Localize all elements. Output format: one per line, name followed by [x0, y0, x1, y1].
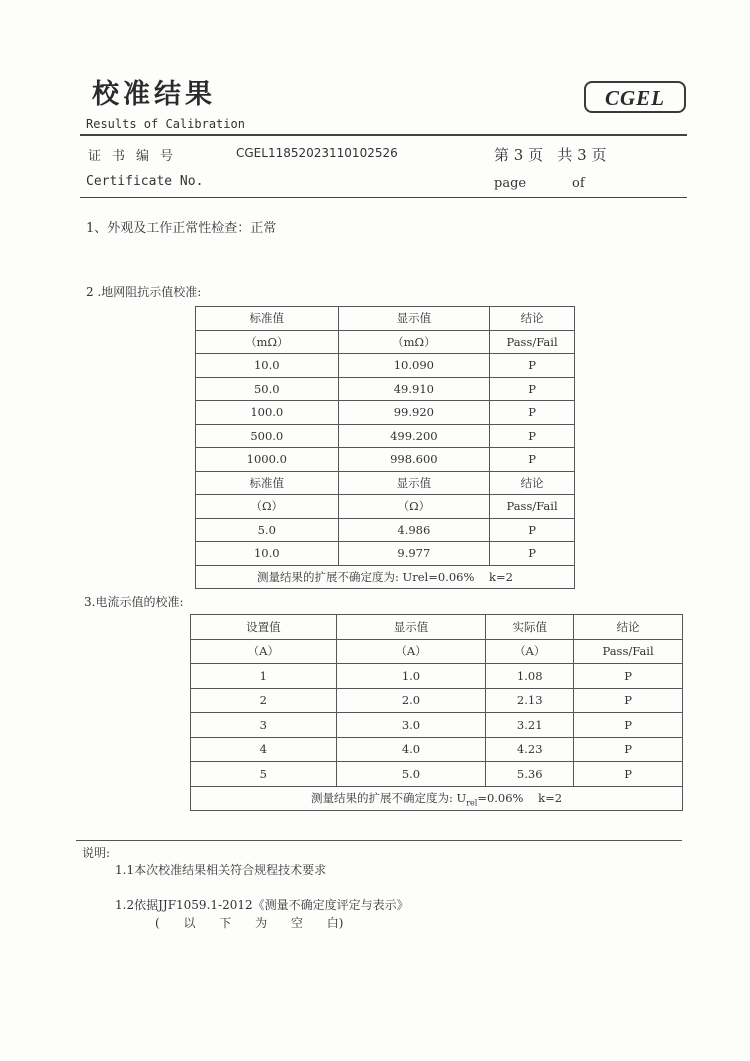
- table-row: [196, 424, 575, 448]
- uncertainty-suffix: =0.06% k=2: [477, 790, 563, 805]
- table-cell: 10.090: [338, 354, 490, 378]
- table-cell: 5.0: [336, 762, 486, 787]
- uncertainty-row: [191, 786, 683, 811]
- section-current-title: 3.电流示值的校准:: [84, 595, 184, 609]
- header-cell: 显示值: [336, 615, 486, 640]
- table-header-row: [196, 307, 575, 331]
- header-cell: 显示值: [338, 307, 490, 331]
- header-divider: [80, 134, 687, 136]
- table-cell: 100.0: [196, 401, 339, 425]
- unit-cell: （mΩ）: [196, 330, 339, 354]
- table-cell: 5.36: [486, 762, 574, 787]
- table-cell: 4.0: [336, 737, 486, 762]
- unit-cell: （Ω）: [338, 495, 490, 519]
- table-cell: P: [490, 448, 575, 472]
- header-cell: 显示值: [338, 471, 490, 495]
- unit-cell: （A）: [191, 639, 337, 664]
- table-cell: P: [574, 688, 683, 713]
- notes-divider: [76, 840, 682, 841]
- table-cell: 1: [191, 664, 337, 689]
- table-cell: 4: [191, 737, 337, 762]
- header-cell: 标准值: [196, 471, 339, 495]
- table-cell: 10.0: [196, 542, 339, 566]
- header-cell: 结论: [490, 471, 575, 495]
- unit-cell: Pass/Fail: [574, 639, 683, 664]
- table-cell: 3: [191, 713, 337, 738]
- table-cell: 99.920: [338, 401, 490, 425]
- table-cell: 1000.0: [196, 448, 339, 472]
- table-cell: 2.13: [486, 688, 574, 713]
- table-cell: 1.0: [336, 664, 486, 689]
- table-row: [191, 737, 683, 762]
- table-cell: 1.08: [486, 664, 574, 689]
- table-cell: 998.600: [338, 448, 490, 472]
- table-cell: P: [490, 354, 575, 378]
- table-row: [196, 377, 575, 401]
- header-bottom-divider: [80, 197, 687, 198]
- table-cell: P: [490, 424, 575, 448]
- table-cell: 2.0: [336, 688, 486, 713]
- unit-cell: （Ω）: [196, 495, 339, 519]
- table-cell: 3.21: [486, 713, 574, 738]
- table-units-row: [196, 495, 575, 519]
- table-cell: P: [490, 518, 575, 542]
- table-cell: 4.986: [338, 518, 490, 542]
- table-cell: P: [490, 377, 575, 401]
- note-line-1: 1.1本次校准结果相关符合规程技术要求: [115, 863, 327, 877]
- uncertainty-prefix: 测量结果的扩展不确定度为: U: [310, 790, 467, 805]
- ground-impedance-table: [195, 306, 575, 589]
- table-cell: P: [574, 762, 683, 787]
- table-row: [196, 542, 575, 566]
- page-subtitle: Results of Calibration: [86, 117, 245, 131]
- table-cell: 50.0: [196, 377, 339, 401]
- table-cell: 9.977: [338, 542, 490, 566]
- table-header-row: [191, 615, 683, 640]
- table-cell: 3.0: [336, 713, 486, 738]
- unit-cell: Pass/Fail: [490, 330, 575, 354]
- certificate-label-cn: 证书编号: [88, 149, 185, 164]
- table-units-row: [191, 639, 683, 664]
- page-number-cn: 第 3 页 共 3 页: [494, 146, 607, 164]
- unit-cell: Pass/Fail: [490, 495, 575, 519]
- table-cell: 5.0: [196, 518, 339, 542]
- table-header-row: [196, 471, 575, 495]
- certificate-label-en: Certificate No.: [86, 174, 204, 189]
- page-label-en: page: [494, 176, 527, 191]
- table-cell: P: [574, 737, 683, 762]
- section-ground-impedance-title: 2 .地网阻抗示值校准:: [86, 285, 202, 299]
- table-row: [196, 518, 575, 542]
- page-title: 校准结果: [92, 79, 216, 110]
- table-row: [191, 762, 683, 787]
- table-row: [196, 354, 575, 378]
- table-row: [196, 448, 575, 472]
- table-row: [191, 688, 683, 713]
- unit-cell: （A）: [486, 639, 574, 664]
- table-cell: P: [574, 713, 683, 738]
- table-cell: 10.0: [196, 354, 339, 378]
- section-appearance-check: 1、外观及工作正常性检查：正常: [86, 221, 277, 236]
- certificate-number: CGEL11852023110102526: [236, 146, 398, 160]
- of-label-en: of: [572, 176, 585, 191]
- logo-text: CGEL: [604, 85, 665, 110]
- note-line-2: 1.2依据JJF1059.1-2012《测量不确定度评定与表示》: [115, 898, 409, 912]
- table-cell: 49.910: [338, 377, 490, 401]
- unit-cell: （mΩ）: [338, 330, 490, 354]
- table-row: [196, 401, 575, 425]
- current-calibration-table: [190, 614, 683, 811]
- uncertainty-cell: 测量结果的扩展不确定度为: Urel=0.06% k=2: [196, 565, 575, 589]
- table-cell: 2: [191, 688, 337, 713]
- table-row: [191, 664, 683, 689]
- uncertainty-cell: [191, 786, 683, 811]
- table-row: [191, 713, 683, 738]
- header-cell: 结论: [574, 615, 683, 640]
- header-cell: 标准值: [196, 307, 339, 331]
- uncertainty-row: [196, 565, 575, 589]
- table-cell: 5: [191, 762, 337, 787]
- header-cell: 实际值: [486, 615, 574, 640]
- table-cell: 4.23: [486, 737, 574, 762]
- blank-below-note: ( 以 下 为 空 白): [155, 916, 344, 930]
- table-cell: P: [490, 401, 575, 425]
- table-cell: 499.200: [338, 424, 490, 448]
- table-cell: P: [490, 542, 575, 566]
- cgel-logo: [584, 81, 686, 113]
- header-cell: 结论: [490, 307, 575, 331]
- table-cell: P: [574, 664, 683, 689]
- unit-cell: （A）: [336, 639, 486, 664]
- header-cell: 设置值: [191, 615, 337, 640]
- notes-title: 说明:: [82, 846, 111, 860]
- uncertainty-subscript: rel: [466, 797, 478, 807]
- table-units-row: [196, 330, 575, 354]
- table-cell: 500.0: [196, 424, 339, 448]
